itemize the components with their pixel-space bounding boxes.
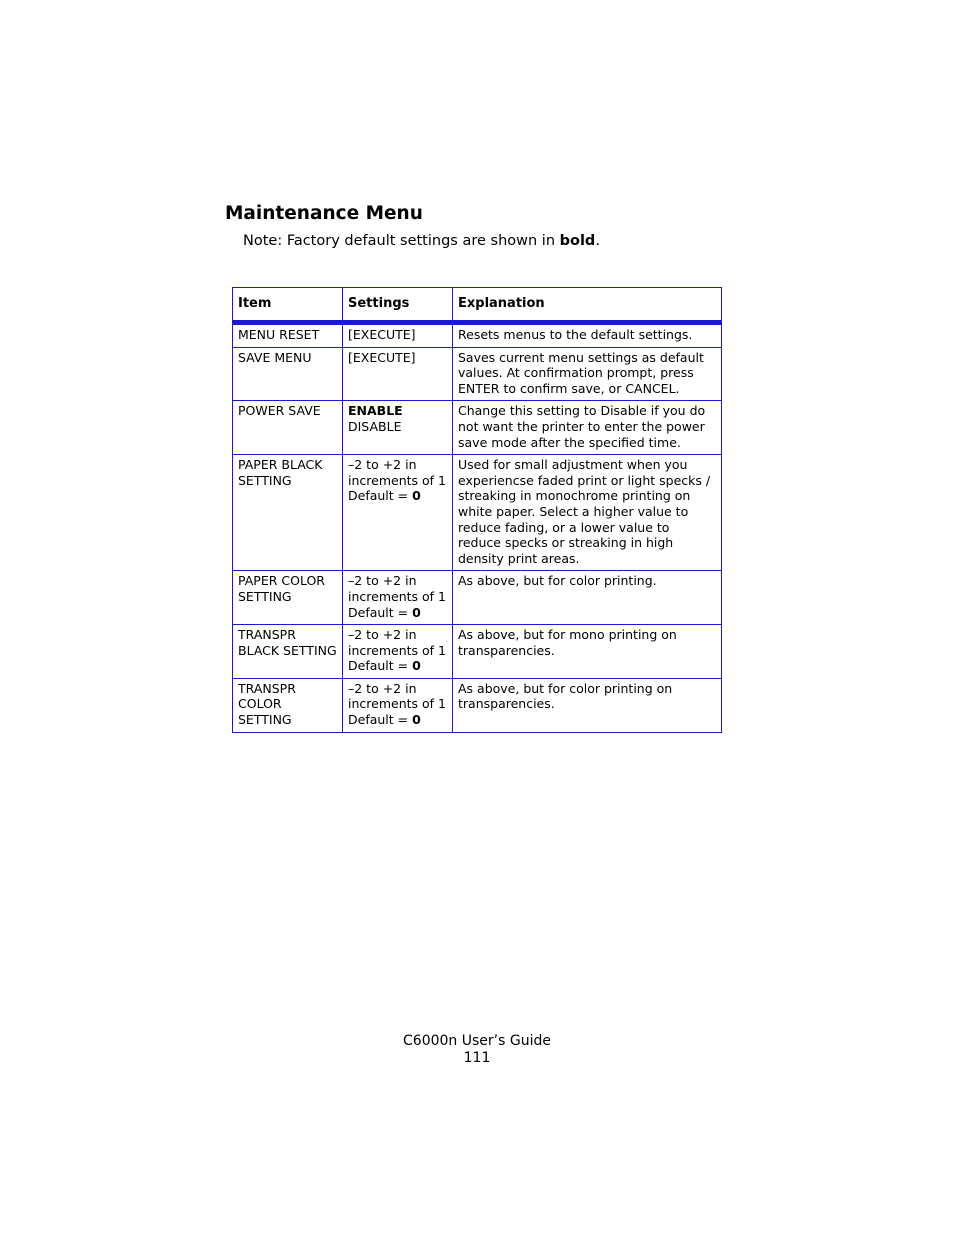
setting-text: Default = [348,658,413,674]
header-item: Item [233,288,343,323]
setting-text: [EXECUTE] [348,327,416,342]
cell-settings [343,571,453,625]
setting-text: Default = [348,488,413,504]
setting-text: Default = [348,712,413,728]
cell-settings [343,678,453,732]
page-number: 111 [463,1050,491,1066]
setting-default-value: ENABLE [348,403,403,419]
setting-text: –2 to +2 in increments of 1 [348,627,446,658]
table-row [233,347,722,401]
setting-line [348,350,447,366]
note-suffix: . [595,233,600,249]
cell-item: POWER SAVE [233,401,343,455]
cell-item: TRANSPR BLACK SETTING [233,625,343,679]
setting-line [348,403,447,419]
cell-item: MENU RESET [233,323,343,348]
footer [0,1033,954,1067]
table-header-row [233,288,722,323]
setting-line [348,658,447,674]
cell-explanation: Saves current menu settings as default values. At confirmation prompt, press ENTER to confirm save, or CANCEL. [453,347,722,401]
table-row [233,323,722,348]
header-explanation: Explanation [453,288,722,323]
cell-item: PAPER COLOR SETTING [233,571,343,625]
setting-text: –2 to +2 in increments of 1 [348,573,446,604]
setting-line [348,419,447,435]
setting-line [348,681,447,712]
cell-settings [343,347,453,401]
note [243,233,600,249]
cell-explanation: Change this setting to Disable if you do not want the printer to enter the power save mode after the specified time. [453,401,722,455]
setting-line [348,488,447,504]
setting-line [348,457,447,488]
cell-settings [343,455,453,571]
table-row [233,455,722,571]
header-settings: Settings [343,288,453,323]
note-text: Note: Factory default settings are shown in [243,233,560,249]
setting-line [348,605,447,621]
setting-default-value: 0 [412,604,421,620]
cell-item: PAPER BLACK SETTING [233,455,343,571]
table-row [233,571,722,625]
cell-explanation: Used for small adjustment when you experiencse faded print or light specks / streaking in monochrome printing on white paper. Select a higher value to reduce fading, or a lower value to reduce specks or streaking in high density print areas. [453,455,722,571]
setting-line [348,712,447,728]
setting-text: [EXECUTE] [348,349,416,365]
table-row [233,401,722,455]
table-row [233,625,722,679]
setting-text: –2 to +2 in increments of 1 [348,457,446,488]
setting-line [348,627,447,658]
setting-default-value: 0 [412,712,421,728]
guide-title: C6000n User’s Guide [403,1033,551,1049]
cell-item: SAVE MENU [233,347,343,401]
setting-default-value: 0 [412,658,421,674]
setting-text: Default = [348,604,413,620]
setting-text: –2 to +2 in increments of 1 [348,680,446,712]
setting-line [348,573,447,604]
table-row [233,678,722,732]
setting-text: DISABLE [348,418,402,434]
cell-settings [343,625,453,679]
page-title: Maintenance Menu [225,203,423,224]
cell-settings [343,323,453,348]
cell-item: TRANSPR COLOR SETTING [233,678,343,732]
note-bold-word: bold [559,233,596,249]
cell-explanation: As above, but for color printing. [453,571,722,625]
cell-explanation: Resets menus to the default settings. [453,323,722,348]
cell-explanation: As above, but for mono printing on transparencies. [453,625,722,679]
cell-explanation: As above, but for color printing on transparencies. [453,678,722,732]
setting-line [348,327,447,343]
setting-default-value: 0 [412,488,421,504]
maintenance-menu-table [232,287,722,733]
cell-settings [343,401,453,455]
